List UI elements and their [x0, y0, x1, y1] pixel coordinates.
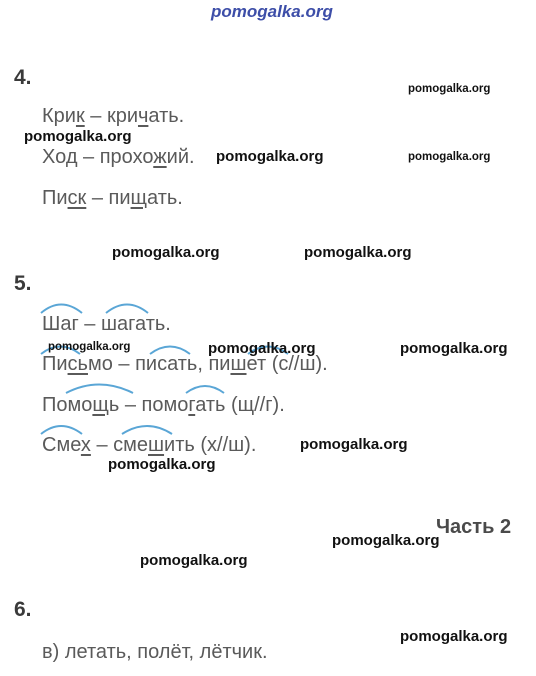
root-arc — [122, 426, 172, 434]
underlined-letter: х — [80, 434, 91, 456]
text-part: Кри — [42, 105, 76, 127]
part-heading: Часть 2 — [436, 516, 512, 538]
watermark: pomogalka.org — [140, 552, 248, 569]
text-part: ать (щ//г). — [195, 394, 285, 416]
watermark: pomogalka.org — [24, 128, 132, 145]
watermark: pomogalka.org — [408, 151, 491, 163]
watermark: pomogalka.org — [332, 532, 440, 549]
text-part: мо – писать, пи — [87, 353, 231, 375]
watermark: pomogalka.org — [400, 340, 508, 357]
task-6-line-1: в) летать, полёт, лётчик. — [42, 641, 268, 663]
task-4-line-1 — [42, 105, 184, 128]
text-part: – прохо — [77, 146, 154, 168]
underlined-letter: к — [75, 105, 85, 127]
text-part: ить (х//ш). — [164, 434, 257, 456]
text-part: – пи — [86, 187, 131, 209]
task-4-number: 4. — [14, 66, 32, 89]
underlined-letter: ч — [137, 105, 149, 127]
task-4-line-2 — [42, 146, 195, 169]
underlined-letter: щ — [92, 394, 109, 416]
watermark: pomogalka.org — [408, 83, 491, 95]
text-part: Пи — [42, 187, 68, 209]
text-part: Сме — [42, 434, 81, 456]
underlined-letter: сь — [67, 353, 88, 375]
root-arc — [186, 386, 224, 393]
text-part: Пи — [42, 353, 68, 375]
text-part: Помо — [42, 394, 93, 416]
task-5-line-1: Шаг – шагать. — [42, 313, 171, 335]
underlined-letter: ж — [153, 146, 167, 168]
underlined-letter: ск — [67, 187, 87, 209]
underlined-letter: д — [65, 146, 78, 168]
watermark: pomogalka.org — [216, 148, 324, 165]
task-5-line-4 — [42, 434, 256, 457]
underlined-letter: ш — [148, 434, 165, 456]
root-arc — [106, 305, 148, 314]
root-arc — [41, 305, 82, 314]
text-part: ий. — [166, 146, 195, 168]
text-part: ать. — [148, 105, 185, 127]
text-part: – сме — [90, 434, 148, 456]
watermark: pomogalka.org — [304, 244, 412, 261]
text-part: ать. — [147, 187, 183, 209]
underlined-letter: щ — [130, 187, 148, 209]
watermark: pomogalka.org — [400, 628, 508, 645]
task-6-number: 6. — [14, 598, 32, 621]
underlined-letter: г — [188, 394, 196, 416]
task-5-line-3 — [42, 394, 285, 417]
text-part: ет (с//ш). — [246, 353, 328, 375]
watermark: pomogalka.org — [208, 340, 316, 357]
root-arc — [66, 385, 133, 394]
underlined-letter: ш — [230, 353, 247, 375]
task-4-line-3 — [42, 187, 183, 210]
text-part: ь – помо — [108, 394, 189, 416]
watermark: pomogalka.org — [108, 456, 216, 473]
watermark: pomogalka.org — [48, 341, 131, 353]
watermark-top: pomogalka.org — [211, 2, 333, 21]
watermark: pomogalka.org — [112, 244, 220, 261]
root-arc — [41, 426, 82, 434]
watermark: pomogalka.org — [300, 436, 408, 453]
task-5-number: 5. — [14, 272, 32, 295]
text-part: Хо — [42, 146, 66, 168]
text-part: – кри — [84, 105, 138, 127]
